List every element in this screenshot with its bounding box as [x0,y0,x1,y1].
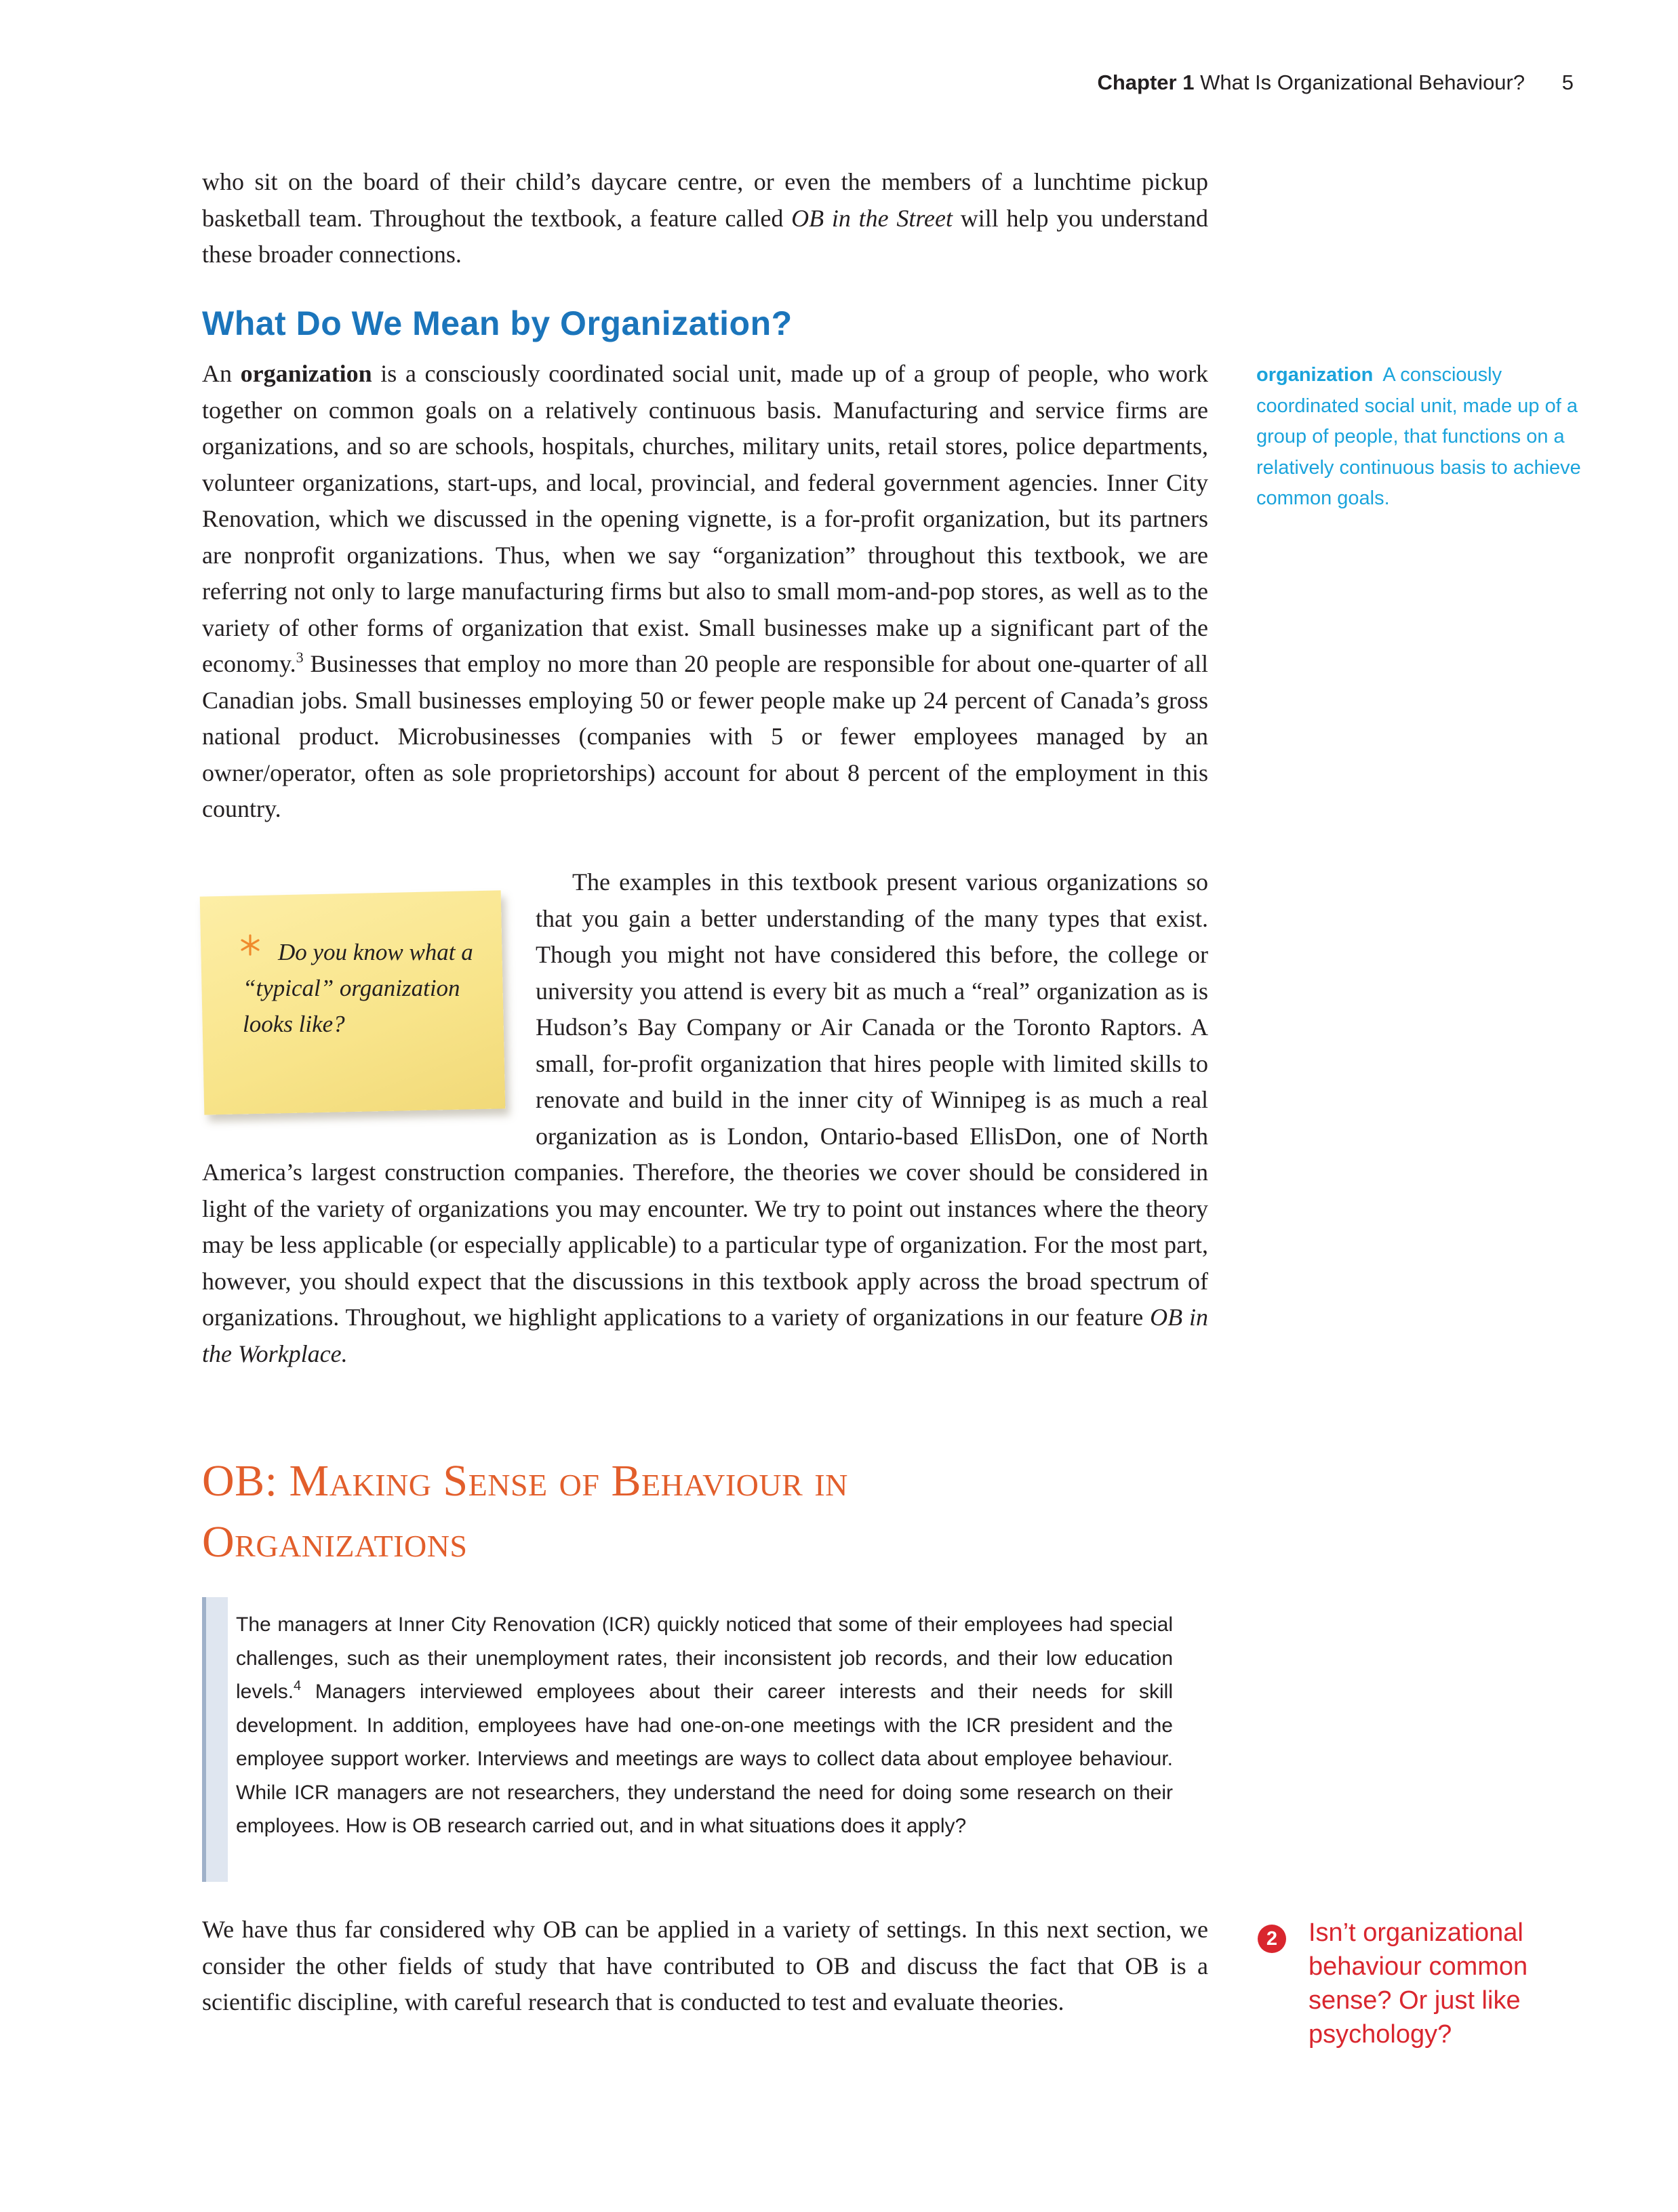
feature-name: OB in the Street [791,204,953,232]
chapter-label: Chapter 1 [1097,71,1195,94]
heading-part: aking [329,1456,432,1506]
intro-text: who sit on the board of their child’s daycare centre, or even the members of a lunchtime pickup basketball team. Throughout the textbook, a feature called [202,168,1208,232]
feature-name-workplace: OB in the Workplace. [202,1304,1208,1367]
paragraph-organization [202,356,1208,828]
vignette-text-end: Managers interviewed employees about their career interests and their needs for skill development. In addition, employees have had one-on-one meetings with the ICR president and the employee support worker. Interviews and meetings are ways to collect data about employee behaviour. While ICR managers are not researchers, they understand the need for doing some research on their employees. How is OB research carried out, and in what situations does it apply? [236,1681,1173,1837]
heading-part: B [599,1456,641,1506]
section-heading: What Do We Mean by Organization? [202,304,793,342]
major-heading [202,1451,1219,1573]
definition-text: A consciously coordinated social unit, made up of a group of people, that functions on a relatively continuous basis to achieve common goals. [1256,364,1581,509]
intro-paragraph [202,164,1208,273]
endnote-ref: 4 [294,1678,302,1693]
sticky-note-text [243,934,473,1042]
endnote-ref: 3 [296,649,304,666]
vignette-text: The managers at Inner City Renovation (ICR) quickly noticed that some of their employees had special challenges, such as their unemployment rates, their inconsistent job records, and their low education levels. [236,1613,1173,1703]
running-header [1097,71,1574,95]
vignette-bar [202,1597,228,1882]
heading-part: ehaviour in [641,1456,848,1506]
paragraph-closing [202,1912,1208,2021]
heading-part: S [431,1456,468,1506]
chapter-title: What Is Organizational Behaviour? [1200,71,1525,94]
heading-part: OB: M [202,1456,329,1506]
p1-lead: An [202,360,241,387]
p1-text-end: Businesses that employ no more than 20 people are responsible for about one-quarter of all Canadian jobs. Small businesses employing 50 or fewer people make up 24 percent of Canada’s gross national product. Microbusinesses (companies with 5 or fewer employees managed by an owner/operator, often as sole proprietorships) account for about 8 percent of the employment in this country. [202,650,1208,822]
intro-text-end: will help you understand these broader connections. [202,204,1208,268]
heading-part: ense of [468,1456,600,1506]
margin-definition [1256,360,1589,515]
sticky-question: Do you know what a “typical” organization looks like? [243,939,473,1037]
page-number: 5 [1561,71,1574,94]
objective-number-badge: 2 [1258,1925,1286,1953]
key-term: organization [240,360,372,387]
closing-text: We have thus far considered why OB can be applied in a variety of settings. In this next section, we consider the other fields of study that have contributed to OB and discuss the fact that OB is a scientific discipline, with careful research that is conducted to test and evaluate theories. [202,1916,1208,2015]
heading-part: rganizations [235,1517,468,1567]
learning-objective: Isn’t organizational behaviour common sense? Or just like psychology? [1309,1918,1528,2049]
vignette-box [236,1608,1173,1843]
p2-text: The examples in this textbook present various organizations so that you gain a better understanding of the many types that exist. Though you might not have considered this before, the college or university you attend is every bit as much a “real” organization as is Hudson’s Bay Company or Air Canada or the Toronto Raptors. A small, for-profit organization that hires people with limited skills to renovate and build in the inner city of Winnipeg is as much a real organization as is London, Ontario-based EllisDon, one of North America’s largest construction companies. Therefore, the theories we cover should be considered in light of the variety of organizations you may encounter. We try to point out instances where the theory may be less applicable (or especially applicable) to a particular type of organization. For the most part, however, you should expect that the discussions in this textbook apply across the broad spectrum of organizations. Throughout, we highlight applications to a variety of organizations in our feature [202,868,1208,1331]
heading-part: O [202,1517,235,1567]
definition-term: organization [1256,364,1374,386]
p1-text: is a consciously coordinated social unit, made up of a group of people, who work together on common goals on a relatively continuous basis. Manufacturing and service firms are organizations, and so are schools, hospitals, churches, military units, retail stores, police departments, volunteer organizations, start-ups, and local, provincial, and federal government agencies. Inner City Renovation, which we discussed in the opening vignette, is a for-profit organization, but its partners are nonprofit organizations. Thus, when we say “organization” throughout this textbook, we are referring not only to large manufacturing firms but also to small mom-and-pop stores, as well as to the variety of other forms of organization that exist. Small businesses make up a significant part of the economy. [202,360,1208,677]
